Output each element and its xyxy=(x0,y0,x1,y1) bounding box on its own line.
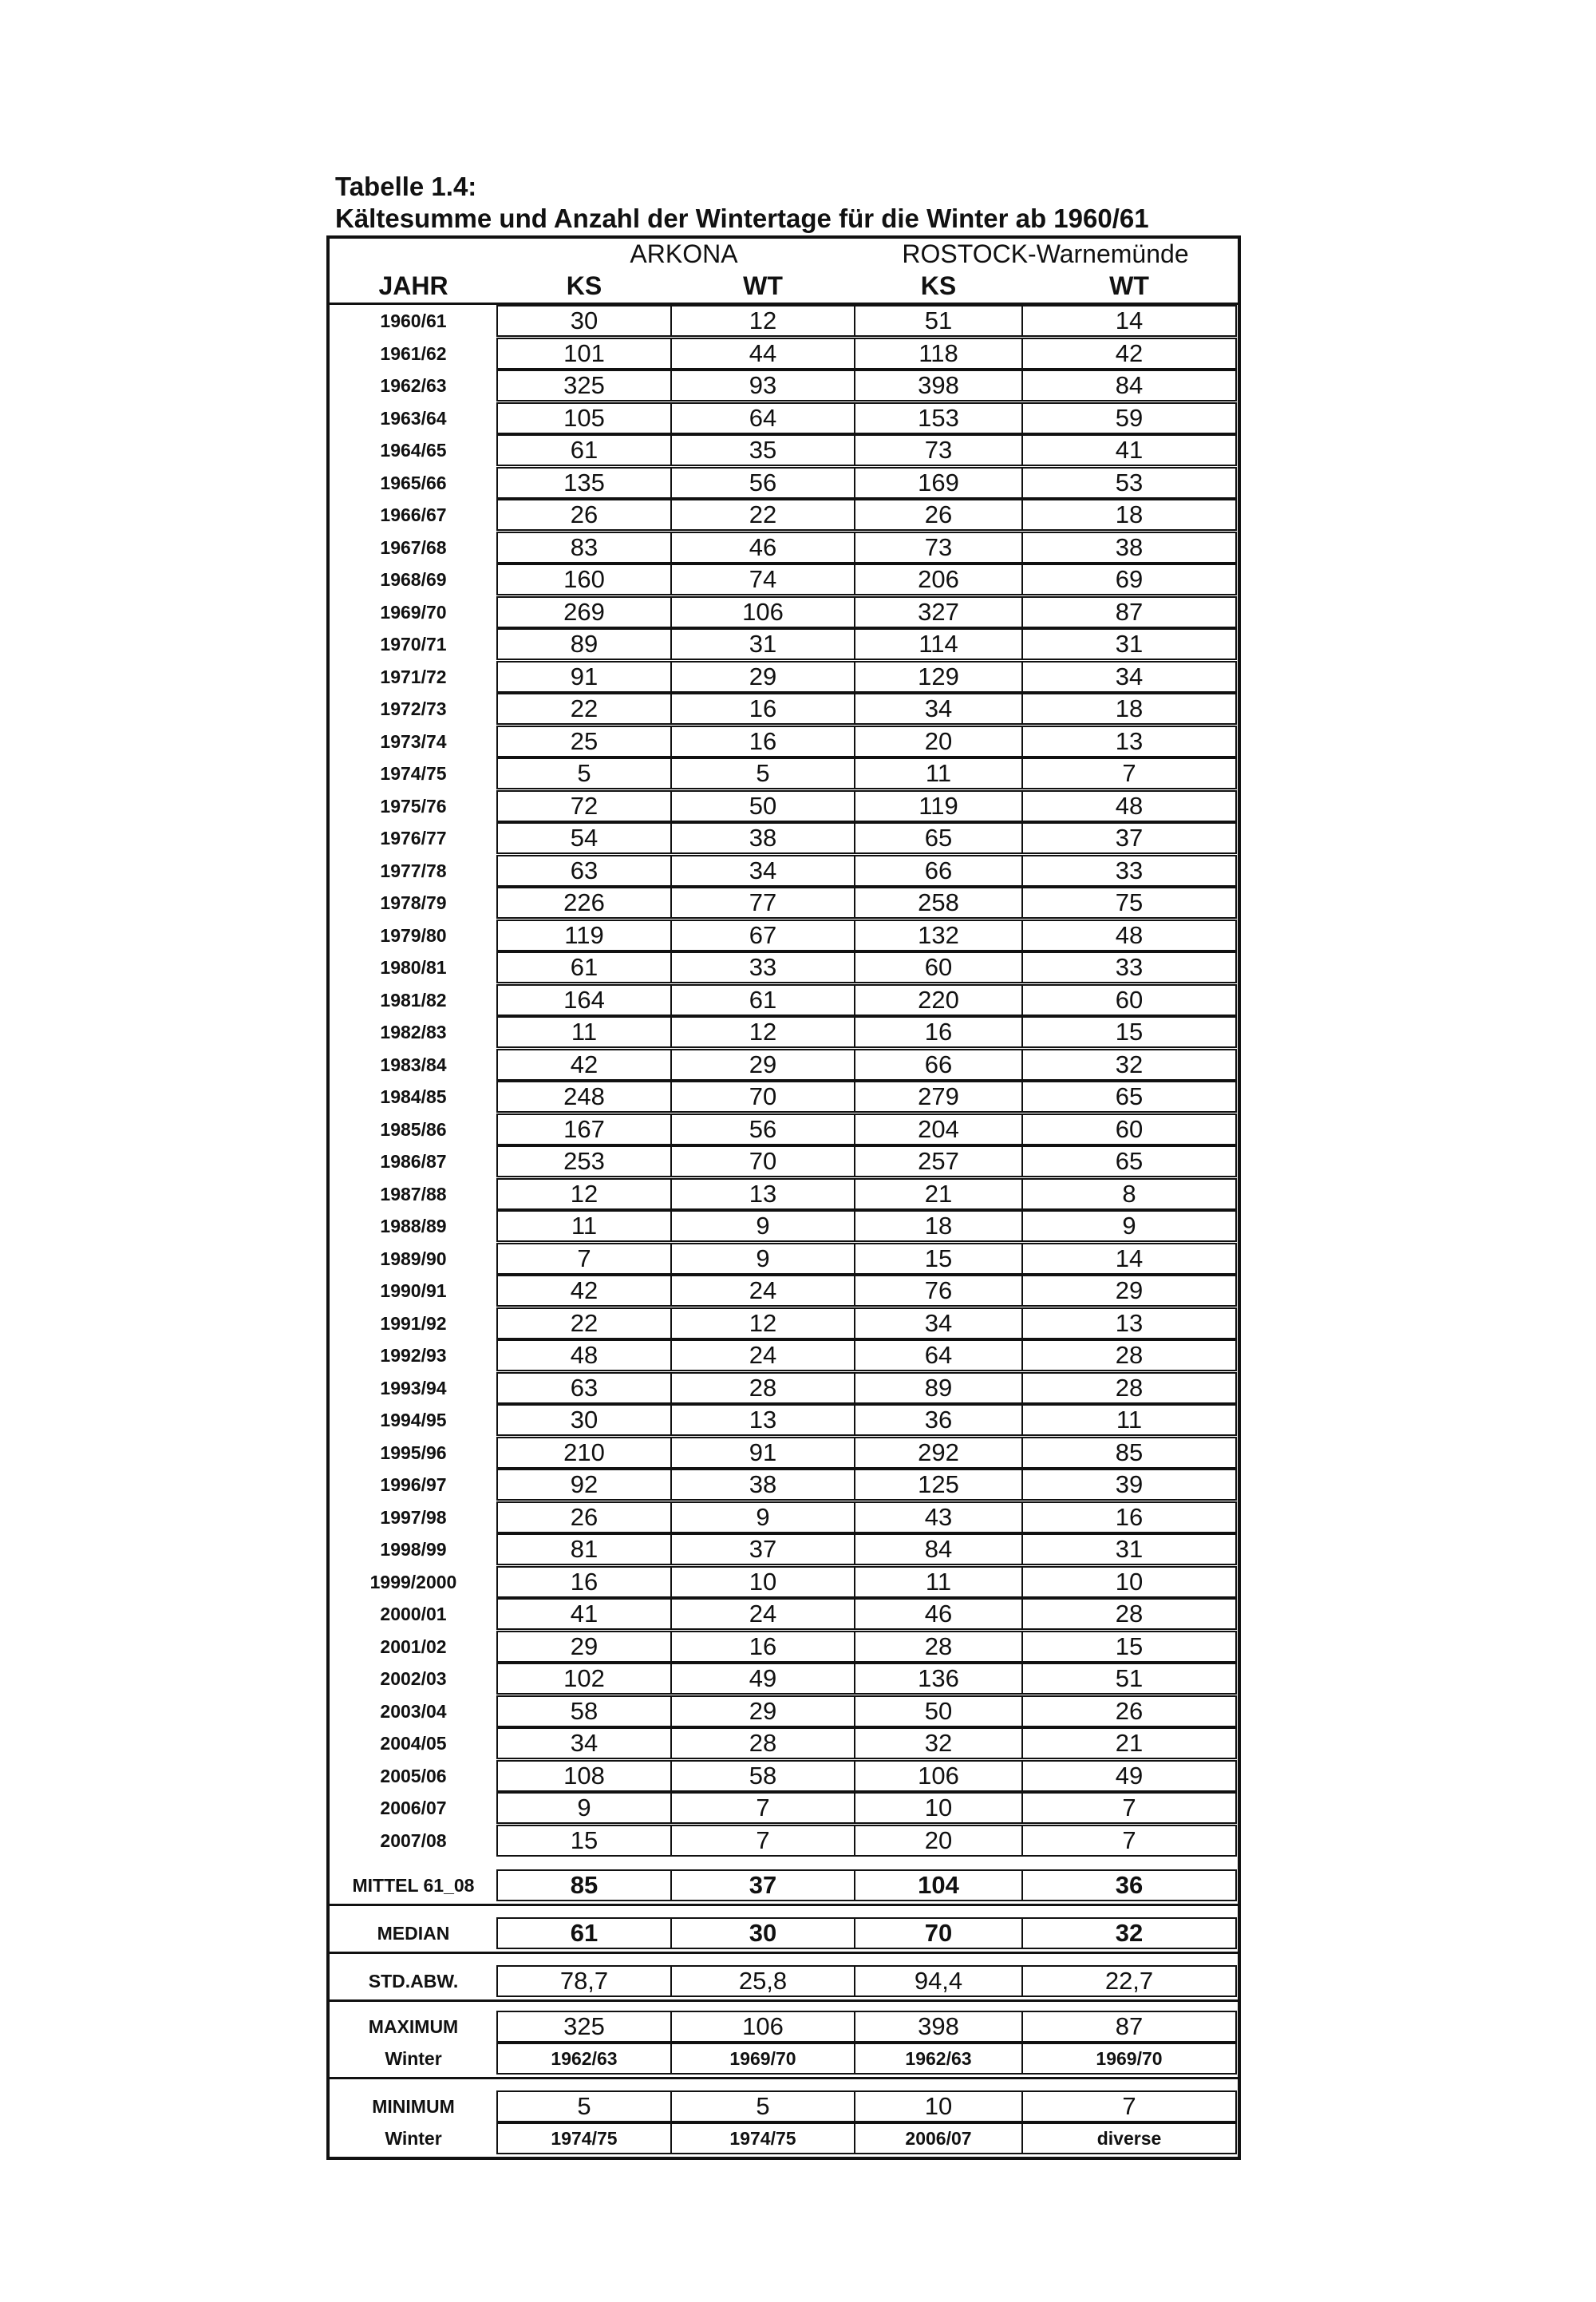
wt-rostock-cell: 15 xyxy=(1021,1631,1237,1663)
ks-arkona-cell: 160 xyxy=(496,564,672,595)
wt-arkona-cell: 49 xyxy=(670,1663,855,1695)
year-label: 1999/2000 xyxy=(369,1572,457,1592)
wt-rostock-cell: 38 xyxy=(1021,532,1237,564)
ks-arkona-cell: 5 xyxy=(496,757,672,789)
wt-rostock-cell: 87 xyxy=(1021,596,1237,628)
year-label: 1985/86 xyxy=(380,1119,447,1140)
ks-rostock-cell: 84 xyxy=(854,1533,1023,1565)
ks-rostock-cell: 89 xyxy=(854,1372,1023,1404)
ks-arkona-cell: 22 xyxy=(496,693,672,725)
ks-rostock-cell: 106 xyxy=(854,1760,1023,1792)
ks-arkona-cell: 42 xyxy=(496,1049,672,1081)
ks-rostock-cell: 129 xyxy=(854,661,1023,693)
ks-rostock-cell: 125 xyxy=(854,1469,1023,1501)
wt-arkona-cell: 1974/75 xyxy=(670,2122,855,2154)
year-label: 1990/91 xyxy=(380,1280,447,1301)
year-label: 1987/88 xyxy=(380,1184,447,1204)
wt-arkona-cell: 24 xyxy=(670,1598,855,1630)
year-label: 1960/61 xyxy=(380,310,447,331)
wt-arkona-cell: 1969/70 xyxy=(670,2043,855,2075)
ks-arkona-cell: 61 xyxy=(496,951,672,983)
wt-arkona-cell: 24 xyxy=(670,1275,855,1307)
ks-arkona-cell: 119 xyxy=(496,920,672,951)
wt-rostock-cell: diverse xyxy=(1021,2122,1237,2154)
year-label: 1991/92 xyxy=(380,1313,447,1334)
year-label: 1968/69 xyxy=(380,569,447,590)
ks-rostock-cell: 66 xyxy=(854,855,1023,887)
wt-rostock-cell: 32 xyxy=(1021,1049,1237,1081)
ks-arkona-cell: 164 xyxy=(496,984,672,1016)
ks-rostock-cell: 1962/63 xyxy=(854,2043,1023,2075)
ks-arkona-cell: 22 xyxy=(496,1307,672,1339)
wt-arkona-cell: 38 xyxy=(670,1469,855,1501)
ks-rostock-cell: 20 xyxy=(854,726,1023,757)
wt-rostock-cell: 7 xyxy=(1021,1825,1237,1857)
wt-rostock-cell: 21 xyxy=(1021,1727,1237,1759)
ks-arkona-cell: 26 xyxy=(496,1501,672,1533)
wt-arkona-cell: 22 xyxy=(670,499,855,531)
summary-divider xyxy=(330,1904,1238,1906)
ks-rostock-cell: 65 xyxy=(854,822,1023,854)
wt-arkona-cell: 70 xyxy=(670,1081,855,1113)
wt-rostock-cell: 33 xyxy=(1021,951,1237,983)
ks-arkona-cell: 11 xyxy=(496,1016,672,1048)
summary-label: Winter xyxy=(385,2128,442,2149)
wt-arkona-cell: 9 xyxy=(670,1210,855,1242)
ks-arkona-cell: 7 xyxy=(496,1243,672,1275)
wt-arkona-cell: 50 xyxy=(670,790,855,822)
column-header-jahr: JAHR xyxy=(378,271,448,300)
ks-arkona-cell: 61 xyxy=(496,434,672,466)
year-label: 1994/95 xyxy=(380,1410,447,1430)
wt-rostock-cell: 65 xyxy=(1021,1145,1237,1177)
wt-rostock-cell: 60 xyxy=(1021,1113,1237,1145)
summary-label: STD.ABW. xyxy=(368,1971,459,1992)
wt-rostock-cell: 75 xyxy=(1021,887,1237,919)
ks-rostock-cell: 66 xyxy=(854,1049,1023,1081)
wt-rostock-cell: 16 xyxy=(1021,1501,1237,1533)
wt-rostock-cell: 1969/70 xyxy=(1021,2043,1237,2075)
ks-arkona-cell: 41 xyxy=(496,1598,672,1630)
year-label: 1984/85 xyxy=(380,1086,447,1107)
year-label: 2003/04 xyxy=(380,1701,447,1722)
ks-rostock-cell: 11 xyxy=(854,757,1023,789)
wt-rostock-cell: 18 xyxy=(1021,693,1237,725)
wt-rostock-cell: 65 xyxy=(1021,1081,1237,1113)
wt-arkona-cell: 12 xyxy=(670,1307,855,1339)
ks-rostock-cell: 15 xyxy=(854,1243,1023,1275)
wt-rostock-cell: 41 xyxy=(1021,434,1237,466)
wt-arkona-cell: 56 xyxy=(670,467,855,499)
wt-rostock-cell: 28 xyxy=(1021,1372,1237,1404)
year-label: 2001/02 xyxy=(380,1636,447,1657)
wt-rostock-cell: 9 xyxy=(1021,1210,1237,1242)
wt-arkona-cell: 12 xyxy=(670,1016,855,1048)
ks-rostock-cell: 2006/07 xyxy=(854,2122,1023,2154)
year-label: 1992/93 xyxy=(380,1345,447,1366)
ks-rostock-cell: 327 xyxy=(854,596,1023,628)
wt-arkona-cell: 29 xyxy=(670,1049,855,1081)
year-label: 1981/82 xyxy=(380,990,447,1011)
wt-arkona-cell: 67 xyxy=(670,920,855,951)
year-label: 1993/94 xyxy=(380,1378,447,1398)
wt-rostock-cell: 51 xyxy=(1021,1663,1237,1695)
summary-label: MEDIAN xyxy=(377,1923,450,1944)
wt-arkona-cell: 70 xyxy=(670,1145,855,1177)
ks-rostock-cell: 94,4 xyxy=(854,1965,1023,1997)
wt-arkona-cell: 64 xyxy=(670,402,855,434)
ks-rostock-cell: 220 xyxy=(854,984,1023,1016)
ks-arkona-cell: 29 xyxy=(496,1631,672,1663)
year-label: 1977/78 xyxy=(380,860,447,881)
wt-rostock-cell: 11 xyxy=(1021,1404,1237,1436)
ks-rostock-cell: 398 xyxy=(854,2011,1023,2043)
ks-arkona-cell: 9 xyxy=(496,1792,672,1824)
year-label: 1982/83 xyxy=(380,1022,447,1042)
wt-arkona-cell: 33 xyxy=(670,951,855,983)
wt-arkona-cell: 31 xyxy=(670,628,855,660)
wt-rostock-cell: 28 xyxy=(1021,1339,1237,1371)
wt-arkona-cell: 29 xyxy=(670,661,855,693)
year-label: 1966/67 xyxy=(380,504,447,525)
ks-rostock-cell: 204 xyxy=(854,1113,1023,1145)
wt-rostock-cell: 69 xyxy=(1021,564,1237,595)
wt-rostock-cell: 34 xyxy=(1021,661,1237,693)
ks-rostock-cell: 10 xyxy=(854,2090,1023,2122)
wt-arkona-cell: 9 xyxy=(670,1501,855,1533)
year-label: 1979/80 xyxy=(380,925,447,946)
wt-arkona-cell: 25,8 xyxy=(670,1965,855,1997)
ks-rostock-cell: 32 xyxy=(854,1727,1023,1759)
wt-arkona-cell: 13 xyxy=(670,1178,855,1210)
ks-arkona-cell: 210 xyxy=(496,1437,672,1469)
wt-arkona-cell: 29 xyxy=(670,1695,855,1727)
ks-arkona-cell: 89 xyxy=(496,628,672,660)
ks-rostock-cell: 51 xyxy=(854,305,1023,337)
ks-rostock-cell: 36 xyxy=(854,1404,1023,1436)
wt-arkona-cell: 37 xyxy=(670,1533,855,1565)
wt-rostock-cell: 36 xyxy=(1021,1869,1237,1901)
year-label: 1995/96 xyxy=(380,1442,447,1463)
wt-arkona-cell: 16 xyxy=(670,1631,855,1663)
wt-rostock-cell: 31 xyxy=(1021,1533,1237,1565)
wt-arkona-cell: 38 xyxy=(670,822,855,854)
wt-rostock-cell: 10 xyxy=(1021,1566,1237,1598)
ks-rostock-cell: 43 xyxy=(854,1501,1023,1533)
wt-arkona-cell: 5 xyxy=(670,2090,855,2122)
wt-rostock-cell: 37 xyxy=(1021,822,1237,854)
wt-rostock-cell: 13 xyxy=(1021,1307,1237,1339)
ks-arkona-cell: 81 xyxy=(496,1533,672,1565)
ks-rostock-cell: 16 xyxy=(854,1016,1023,1048)
ks-arkona-cell: 85 xyxy=(496,1869,672,1901)
wt-rostock-cell: 15 xyxy=(1021,1016,1237,1048)
year-label: 1972/73 xyxy=(380,698,447,719)
ks-arkona-cell: 325 xyxy=(496,2011,672,2043)
year-label: 1962/63 xyxy=(380,375,447,396)
ks-arkona-cell: 63 xyxy=(496,855,672,887)
wt-rostock-cell: 29 xyxy=(1021,1275,1237,1307)
ks-arkona-cell: 253 xyxy=(496,1145,672,1177)
wt-rostock-cell: 48 xyxy=(1021,790,1237,822)
ks-rostock-cell: 60 xyxy=(854,951,1023,983)
wt-rostock-cell: 7 xyxy=(1021,757,1237,789)
ks-arkona-cell: 42 xyxy=(496,1275,672,1307)
year-label: 1973/74 xyxy=(380,731,447,752)
ks-arkona-cell: 269 xyxy=(496,596,672,628)
ks-rostock-cell: 64 xyxy=(854,1339,1023,1371)
year-label: 1996/97 xyxy=(380,1474,447,1495)
wt-rostock-cell: 42 xyxy=(1021,338,1237,370)
column-header-wt-arkona: WT xyxy=(743,271,783,300)
wt-rostock-cell: 49 xyxy=(1021,1760,1237,1792)
wt-rostock-cell: 48 xyxy=(1021,920,1237,951)
station-arkona-header: ARKONA xyxy=(630,239,738,268)
summary-label: MINIMUM xyxy=(372,2096,455,2117)
ks-rostock-cell: 73 xyxy=(854,532,1023,564)
year-label: 1988/89 xyxy=(380,1216,447,1236)
wt-rostock-cell: 32 xyxy=(1021,1917,1237,1949)
ks-arkona-cell: 34 xyxy=(496,1727,672,1759)
ks-arkona-cell: 61 xyxy=(496,1917,672,1949)
ks-arkona-cell: 83 xyxy=(496,532,672,564)
summary-divider xyxy=(330,2077,1238,2079)
wt-arkona-cell: 74 xyxy=(670,564,855,595)
ks-arkona-cell: 12 xyxy=(496,1178,672,1210)
ks-rostock-cell: 46 xyxy=(854,1598,1023,1630)
wt-rostock-cell: 84 xyxy=(1021,370,1237,401)
ks-arkona-cell: 26 xyxy=(496,499,672,531)
wt-rostock-cell: 22,7 xyxy=(1021,1965,1237,1997)
table-number: Tabelle 1.4: xyxy=(335,172,477,201)
ks-arkona-cell: 5 xyxy=(496,2090,672,2122)
wt-arkona-cell: 93 xyxy=(670,370,855,401)
year-label: 1971/72 xyxy=(380,666,447,687)
ks-arkona-cell: 30 xyxy=(496,305,672,337)
ks-rostock-cell: 73 xyxy=(854,434,1023,466)
year-label: 2006/07 xyxy=(380,1798,447,1818)
year-label: 1986/87 xyxy=(380,1151,447,1172)
year-label: 1998/99 xyxy=(380,1539,447,1560)
ks-rostock-cell: 119 xyxy=(854,790,1023,822)
ks-rostock-cell: 206 xyxy=(854,564,1023,595)
ks-arkona-cell: 325 xyxy=(496,370,672,401)
wt-arkona-cell: 46 xyxy=(670,532,855,564)
year-label: 2002/03 xyxy=(380,1668,447,1689)
wt-arkona-cell: 12 xyxy=(670,305,855,337)
ks-rostock-cell: 104 xyxy=(854,1869,1023,1901)
ks-rostock-cell: 18 xyxy=(854,1210,1023,1242)
ks-arkona-cell: 54 xyxy=(496,822,672,854)
year-label: 2007/08 xyxy=(380,1830,447,1851)
ks-arkona-cell: 135 xyxy=(496,467,672,499)
ks-arkona-cell: 1962/63 xyxy=(496,2043,672,2075)
wt-arkona-cell: 9 xyxy=(670,1243,855,1275)
year-label: 1961/62 xyxy=(380,343,447,364)
ks-arkona-cell: 48 xyxy=(496,1339,672,1371)
summary-label: MAXIMUM xyxy=(368,2016,459,2037)
column-header-ks-rostock: KS xyxy=(920,271,957,300)
ks-rostock-cell: 292 xyxy=(854,1437,1023,1469)
wt-rostock-cell: 13 xyxy=(1021,726,1237,757)
wt-arkona-cell: 77 xyxy=(670,887,855,919)
wt-arkona-cell: 7 xyxy=(670,1792,855,1824)
wt-rostock-cell: 31 xyxy=(1021,628,1237,660)
wt-arkona-cell: 58 xyxy=(670,1760,855,1792)
wt-rostock-cell: 59 xyxy=(1021,402,1237,434)
column-header-ks-arkona: KS xyxy=(566,271,602,300)
year-label: 1976/77 xyxy=(380,828,447,848)
year-label: 1978/79 xyxy=(380,892,447,913)
wt-arkona-cell: 106 xyxy=(670,2011,855,2043)
year-label: 1969/70 xyxy=(380,602,447,623)
ks-arkona-cell: 15 xyxy=(496,1825,672,1857)
year-label: 1974/75 xyxy=(380,763,447,784)
column-header-wt-rostock: WT xyxy=(1109,271,1149,300)
wt-arkona-cell: 44 xyxy=(670,338,855,370)
table-title: Kältesumme und Anzahl der Wintertage für die Winter ab 1960/61 xyxy=(335,204,1149,233)
wt-rostock-cell: 87 xyxy=(1021,2011,1237,2043)
year-label: 1975/76 xyxy=(380,796,447,817)
year-label: 1980/81 xyxy=(380,957,447,978)
ks-arkona-cell: 226 xyxy=(496,887,672,919)
wt-rostock-cell: 33 xyxy=(1021,855,1237,887)
year-label: 1964/65 xyxy=(380,440,447,461)
wt-arkona-cell: 10 xyxy=(670,1566,855,1598)
ks-arkona-cell: 108 xyxy=(496,1760,672,1792)
ks-arkona-cell: 105 xyxy=(496,402,672,434)
ks-arkona-cell: 92 xyxy=(496,1469,672,1501)
wt-rostock-cell: 8 xyxy=(1021,1178,1237,1210)
ks-rostock-cell: 20 xyxy=(854,1825,1023,1857)
wt-arkona-cell: 28 xyxy=(670,1372,855,1404)
wt-rostock-cell: 14 xyxy=(1021,1243,1237,1275)
ks-arkona-cell: 58 xyxy=(496,1695,672,1727)
year-label: 1983/84 xyxy=(380,1054,447,1075)
wt-arkona-cell: 28 xyxy=(670,1727,855,1759)
ks-arkona-cell: 11 xyxy=(496,1210,672,1242)
wt-arkona-cell: 56 xyxy=(670,1113,855,1145)
wt-rostock-cell: 18 xyxy=(1021,499,1237,531)
ks-rostock-cell: 28 xyxy=(854,1631,1023,1663)
ks-rostock-cell: 10 xyxy=(854,1792,1023,1824)
year-label: 1965/66 xyxy=(380,473,447,493)
year-label: 2004/05 xyxy=(380,1733,447,1754)
ks-rostock-cell: 50 xyxy=(854,1695,1023,1727)
wt-arkona-cell: 106 xyxy=(670,596,855,628)
summary-label: Winter xyxy=(385,2048,442,2069)
wt-arkona-cell: 30 xyxy=(670,1917,855,1949)
wt-arkona-cell: 37 xyxy=(670,1869,855,1901)
wt-rostock-cell: 28 xyxy=(1021,1598,1237,1630)
wt-rostock-cell: 7 xyxy=(1021,1792,1237,1824)
ks-rostock-cell: 70 xyxy=(854,1917,1023,1949)
wt-arkona-cell: 5 xyxy=(670,757,855,789)
year-label: 2005/06 xyxy=(380,1766,447,1786)
wt-arkona-cell: 61 xyxy=(670,984,855,1016)
ks-rostock-cell: 118 xyxy=(854,338,1023,370)
ks-rostock-cell: 169 xyxy=(854,467,1023,499)
wt-rostock-cell: 7 xyxy=(1021,2090,1237,2122)
year-label: 1963/64 xyxy=(380,408,447,429)
ks-rostock-cell: 132 xyxy=(854,920,1023,951)
ks-arkona-cell: 1974/75 xyxy=(496,2122,672,2154)
summary-divider xyxy=(330,1952,1238,1954)
ks-rostock-cell: 76 xyxy=(854,1275,1023,1307)
ks-arkona-cell: 63 xyxy=(496,1372,672,1404)
summary-divider xyxy=(330,1999,1238,2002)
ks-arkona-cell: 91 xyxy=(496,661,672,693)
ks-rostock-cell: 136 xyxy=(854,1663,1023,1695)
ks-arkona-cell: 25 xyxy=(496,726,672,757)
ks-rostock-cell: 398 xyxy=(854,370,1023,401)
ks-arkona-cell: 102 xyxy=(496,1663,672,1695)
year-label: 1967/68 xyxy=(380,537,447,558)
year-label: 1997/98 xyxy=(380,1507,447,1528)
ks-arkona-cell: 16 xyxy=(496,1566,672,1598)
wt-rostock-cell: 85 xyxy=(1021,1437,1237,1469)
year-label: 1989/90 xyxy=(380,1248,447,1269)
ks-rostock-cell: 257 xyxy=(854,1145,1023,1177)
ks-rostock-cell: 34 xyxy=(854,1307,1023,1339)
ks-rostock-cell: 21 xyxy=(854,1178,1023,1210)
ks-arkona-cell: 30 xyxy=(496,1404,672,1436)
station-rostock-header: ROSTOCK-Warnemünde xyxy=(902,239,1189,268)
year-label: 1970/71 xyxy=(380,634,447,655)
summary-label: MITTEL 61_08 xyxy=(352,1875,475,1896)
ks-arkona-cell: 101 xyxy=(496,338,672,370)
wt-rostock-cell: 39 xyxy=(1021,1469,1237,1501)
ks-arkona-cell: 78,7 xyxy=(496,1965,672,1997)
wt-arkona-cell: 91 xyxy=(670,1437,855,1469)
wt-arkona-cell: 16 xyxy=(670,726,855,757)
ks-rostock-cell: 26 xyxy=(854,499,1023,531)
wt-rostock-cell: 26 xyxy=(1021,1695,1237,1727)
ks-rostock-cell: 11 xyxy=(854,1566,1023,1598)
wt-arkona-cell: 16 xyxy=(670,693,855,725)
ks-rostock-cell: 153 xyxy=(854,402,1023,434)
wt-arkona-cell: 7 xyxy=(670,1825,855,1857)
wt-rostock-cell: 14 xyxy=(1021,305,1237,337)
wt-arkona-cell: 13 xyxy=(670,1404,855,1436)
ks-rostock-cell: 114 xyxy=(854,628,1023,660)
ks-rostock-cell: 258 xyxy=(854,887,1023,919)
wt-arkona-cell: 34 xyxy=(670,855,855,887)
ks-arkona-cell: 248 xyxy=(496,1081,672,1113)
ks-arkona-cell: 167 xyxy=(496,1113,672,1145)
wt-arkona-cell: 24 xyxy=(670,1339,855,1371)
wt-rostock-cell: 53 xyxy=(1021,467,1237,499)
year-label: 2000/01 xyxy=(380,1604,447,1624)
ks-rostock-cell: 279 xyxy=(854,1081,1023,1113)
ks-arkona-cell: 72 xyxy=(496,790,672,822)
wt-arkona-cell: 35 xyxy=(670,434,855,466)
ks-rostock-cell: 34 xyxy=(854,693,1023,725)
wt-rostock-cell: 60 xyxy=(1021,984,1237,1016)
